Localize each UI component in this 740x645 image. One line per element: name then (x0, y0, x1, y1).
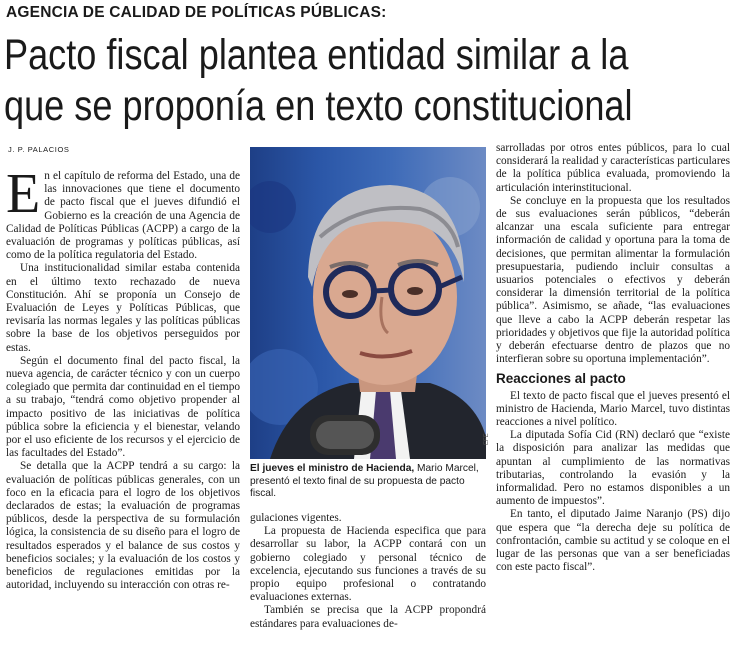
drop-cap: E (6, 163, 41, 225)
photo-credit: EFE (484, 433, 490, 445)
paragraph: gulaciones vigentes. (250, 512, 342, 524)
caption-text: Mario Marcel, presentó el texto final de su propuesta de pacto fiscal. (250, 463, 479, 499)
byline: J. P. PALACIOS (8, 145, 70, 154)
article-photo (250, 147, 486, 459)
paragraph: Se concluye en la propuesta que los resultados de sus evaluaciones serán públicos, “deberán alcanzar una escala suficiente para entregar información de calidad y oportuna para la toma de decisiones, que permitan alimentar la formulación presupuestaria, pudiendo incluir consultas a usuarios potenciales o efectivos y deberán considerar la dimensión territorial de la política pública”. Asimismo, se añade, “las evaluaciones que lleve a cabo la ACPP deberán respetar las prioridades y objetivos que fije la autoridad política y deberán efectuarse dentro de plazos que no interfieran sobre su oportuna implementación”. (496, 194, 730, 366)
paragraph-text: n el capítulo de reforma del Estado, una de las innovaciones que tiene el documento de pacto fiscal que el jueves difundió el Gobierno es la creación de una Agencia de Calidad de Políticas Públicas (ACPP) a cargo de la evaluación de programas y políticas públicas, así como de la política regulatoria del Estado. (6, 170, 240, 262)
article-column-3 (496, 142, 730, 575)
paragraph: Según el documento final del pacto fiscal, la nueva agencia, de carácter técnico y con un cuerpo colegiado que permita dar continuidad en el tiempo a su trabajo, “tendrá como objetivo propender al impacto positivo de las iniciativas de política pública sobre la eficiencia y el bienestar, velando por el uso eficiente de los recursos y el ejercicio de las facultades del Estado”. (6, 354, 240, 460)
paragraph (6, 163, 240, 262)
headline (4, 30, 738, 132)
headline-line-1: Pacto fiscal plantea entidad similar a la (4, 31, 629, 79)
paragraph: El texto de pacto fiscal que el jueves presentó el ministro de Hacienda, Mario Marcel, tuvo distintas reacciones a nivel político. (496, 389, 730, 429)
headline-line-2: que se proponía en texto constitucional (4, 82, 633, 130)
kicker: AGENCIA DE CALIDAD DE POLÍTICAS PÚBLICAS: (6, 4, 387, 21)
paragraph: sarrolladas por otros entes públicos, para lo cual considerará la realidad y características particulares de la política pública evaluada, promoviendo la articulación interinstitucional. (496, 142, 730, 194)
caption-lead: El jueves el ministro de Hacienda, (250, 463, 415, 474)
article-column-2 (250, 512, 486, 631)
paragraph: También se precisa que la ACPP propondrá estándares para evaluaciones de- (250, 604, 486, 630)
paragraph: Se detalla que la ACPP tendrá a su cargo: la evaluación de políticas públicas generales, con un foco en la eficacia para el logro de los objetivos declarados de estas; la evaluación de programas públicos, desde la perspectiva de su formulación lógica, la consistencia de su diseño para el logro de resultados esperados y el balance de sus costos y beneficios sociales; y la evaluación de los costos y beneficios de regulaciones emitidas por la autoridad, incluyendo su interacción con otras re- (6, 460, 240, 592)
photo-caption (250, 463, 486, 501)
article-column-1 (6, 163, 240, 593)
section-subhead: Reacciones al pacto (496, 371, 626, 387)
paragraph: Una institucionalidad similar estaba contenida en el último texto rechazado de nueva Constitución. Ahí se proponía un Consejo de Evaluación de Leyes y Políticas Públicas, que revisaría las normas legales y las políticas públicas sobre la base de los objetivos perseguidos por estas. (6, 262, 240, 354)
paragraph: La propuesta de Hacienda especifica que para desarrollar su labor, la ACPP contará con un gobierno colegiado y personal técnico de excelencia, ejecutando sus funciones a través de su propio equipo profesional o contratando evaluaciones externas. (250, 525, 486, 604)
paragraph: En tanto, el diputado Jaime Naranjo (PS) dijo que espera que “la derecha deje su política de confrontación, cambie su actitud y se coloque en el lugar de las personas que van a ser beneficiadas con este pacto fiscal”. (496, 508, 730, 574)
paragraph: La diputada Sofía Cid (RN) declaró que “existe la disposición para analizar las medidas que apuntan al cumplimiento de las normativas tributarias, controlando la evasión y la informalidad. Pero no estamos disponibles a un aumento de impuestos”. (496, 429, 730, 508)
portrait-illustration (250, 147, 486, 459)
